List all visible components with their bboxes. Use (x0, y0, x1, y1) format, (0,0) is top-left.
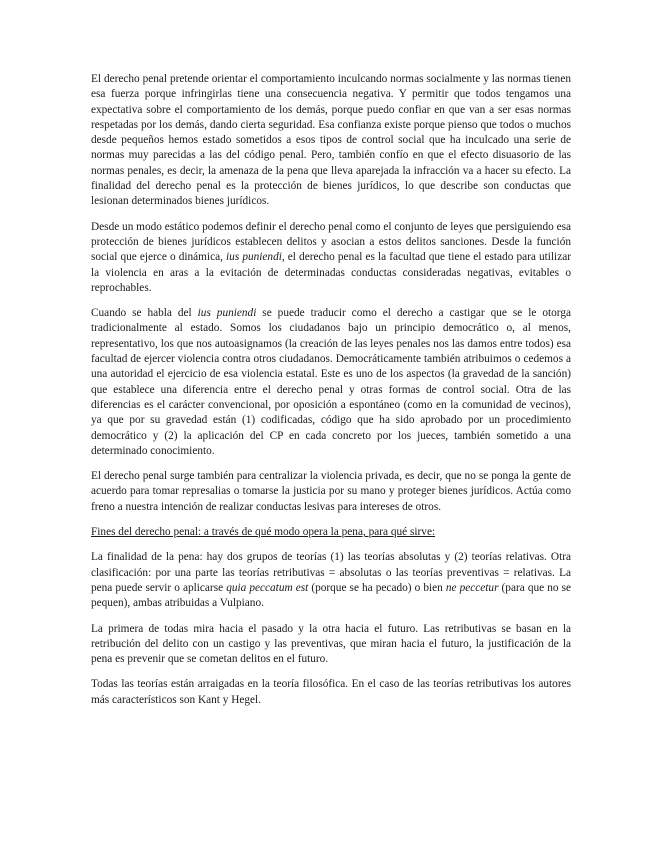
paragraph-3 (91, 306, 571, 459)
paragraph-5-text-c: (para que no se pequen), ambas atribuidas a Vulpiano. (91, 581, 571, 610)
paragraph-6 (91, 622, 571, 668)
paragraph-2-text-b: , el derecho penal es la facultad que tiene el estado para utilizar la violencia en aras a la evitación de determinadas conductas consideradas negativas, evitables o reprochables. (91, 251, 571, 294)
paragraph-4-text: El derecho penal surge también para centralizar la violencia privada, es decir, que no se ponga la gente de acuerdo para tomar represalias o tomarse la justicia por su mano y proteger bienes jurídicos. Actúa como freno a nuestra intención de realizar conductas lesivas para intereses de otros. (91, 470, 571, 513)
paragraph-5 (91, 550, 571, 611)
paragraph-5-text-a: La finalidad de la pena: hay dos grupos de teorías (1) las teorías absolutas y (2) teorías relativas. Otra clasificación: por una parte las teorías retributivas = absolutas o las teorías preventivas = relativas. La pena puede servir o aplicarse (91, 551, 571, 594)
paragraph-2-italic: ius puniendi (226, 251, 282, 264)
paragraph-4 (91, 469, 571, 515)
paragraph-1 (91, 72, 571, 210)
paragraph-1-text: El derecho penal pretende orientar el comportamiento inculcando normas socialmente y las normas tienen esa fuerza porque infringirlas tiene una consecuencia negativa. Y permitir que todos tengamos una expectativa sobre el comportamiento de los demás, porque puedo confiar en que van a ser esas normas respetadas por los demás, dando cierta seguridad. Esa confianza existe porque pienso que todos o muchos desde pequeños hemos estado sometidos a esos tipos de control social que ha inculcado una serie de normas muy parecidas a las del código penal. Pero, también confío en que el efecto disuasorio de las normas penales, es decir, la amenaza de la pena que lleva aparejada la infracción va a hacer su efecto. La finalidad del derecho penal es la protección de bienes jurídicos, lo que describe son conductas que lesionan determinados bienes jurídicos. (91, 73, 571, 208)
paragraph-3-text-b: se puede traducir como el derecho a castigar que se le otorga tradicionalmente al estado. Somos los ciudadanos bajo un principio democrático o, al menos, representativo, los que nos autoasignamos (la creación de las leyes penales nos las damos entre todos) esa facultad de ejercer violencia contra otros ciudadanos. Democráticamente también atribuimos o cedemos a una autoridad el ejercicio de esa violencia estatal. Este es uno de los aspectos (la gravedad de la sanción) que establece una diferencia entre el derecho penal y otras formas de control social. Otra de las diferencias es el carácter convencional, por oposición a espontáneo (como en la comunidad de vecinos), ya que por su gravedad están (1) codificadas, código que ha sido aprobado por un procedimiento democrático y (2) la aplicación del CP en cada concreto por los jueces, también sometido a una determinado conocimiento. (91, 307, 572, 457)
paragraph-2-text-a: Desde un modo estático podemos definir el derecho penal como el conjunto de leyes que persiguiendo esa protección de bienes jurídicos establecen delitos y asocian a estos delitos sanciones. Desde la función social que ejerce o dinámica, (91, 220, 571, 264)
section-heading-text: Fines del derecho penal: a través de qué modo opera la pena, para qué sirve: (91, 526, 436, 539)
paragraph-6-text: La primera de todas mira hacia el pasado y la otra hacia el futuro. Las retributivas se basan en la retribución del delito con un castigo y las preventivas, que miran hacia el futuro, la justificación de la pena es prevenir que se cometan delitos en el futuro. (91, 622, 571, 666)
section-heading (91, 525, 571, 540)
paragraph-5-italic-1: quia peccatum est (226, 581, 309, 594)
paragraph-2 (91, 220, 571, 296)
paragraph-7 (91, 677, 571, 708)
paragraph-7-text: Todas las teorías están arraigadas en la teoría filosófica. En el caso de las teorías retributivas los autores más característicos son Kant y Hegel. (91, 678, 571, 706)
paragraph-3-italic: ius puniendi (197, 307, 257, 320)
paragraph-3-text-a: Cuando se habla del (91, 307, 198, 320)
paragraph-5-text-b: (porque se ha pecado) o bien (308, 581, 446, 594)
paragraph-5-italic-2: ne peccetur (445, 581, 499, 594)
